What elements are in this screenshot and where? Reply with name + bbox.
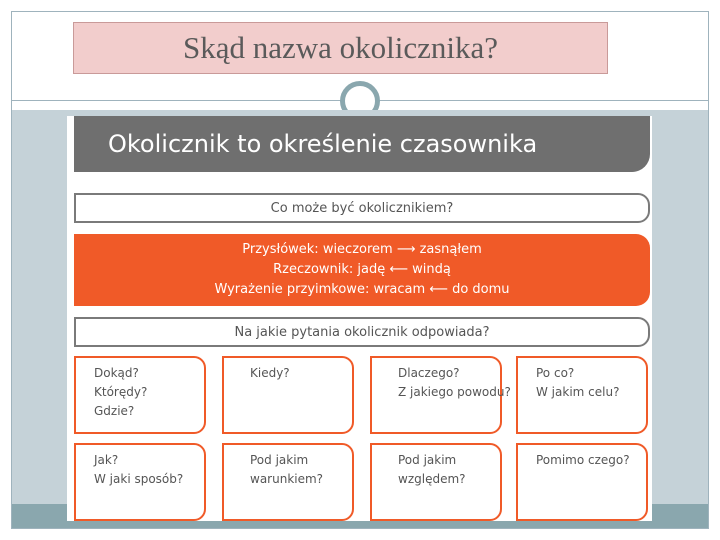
- example-adverb: Przysłówek: wieczorem ⟶ zasnąłem: [242, 242, 482, 257]
- card-condition: [222, 443, 354, 521]
- slide-title: Skąd nazwa okolicznika?: [182, 30, 499, 65]
- card-respect: [370, 443, 502, 521]
- card-line: Dlaczego?: [398, 366, 460, 380]
- infographic-header-text: Okolicznik to określenie czasownika: [108, 130, 538, 158]
- card-line: Gdzie?: [94, 404, 135, 418]
- card-line: Jak?: [94, 453, 119, 467]
- card-line: Dokąd?: [94, 366, 139, 380]
- card-line: W jaki sposób?: [94, 472, 184, 486]
- card-purpose: [516, 356, 648, 434]
- card-cause: [370, 356, 511, 434]
- card-concession: [516, 443, 648, 521]
- card-line: W jakim celu?: [536, 385, 620, 399]
- card-line: Pomimo czego?: [536, 453, 630, 467]
- question-which-questions: Na jakie pytania okolicznik odpowiada?: [74, 317, 650, 347]
- card-line: Z jakiego powodu?: [398, 385, 511, 399]
- infographic-header: [74, 116, 650, 172]
- example-prepositional-phrase: Wyrażenie przyimkowe: wracam ⟵ do domu: [214, 282, 510, 297]
- title-box: [73, 22, 608, 74]
- example-noun: Rzeczownik: jadę ⟵ windą: [273, 262, 451, 277]
- card-line: Którędy?: [94, 385, 148, 399]
- card-line: względem?: [398, 472, 466, 486]
- card-line: Pod jakim: [398, 453, 457, 467]
- question-what-can-be: Co może być okolicznikiem?: [74, 193, 650, 223]
- card-line: Kiedy?: [250, 366, 290, 380]
- examples-block: [74, 234, 650, 306]
- card-line: warunkiem?: [250, 472, 324, 486]
- card-time: [222, 356, 354, 434]
- card-manner: [74, 443, 206, 521]
- card-place: [74, 356, 206, 434]
- infographic-image: [67, 116, 652, 521]
- card-line: Po co?: [536, 366, 575, 380]
- card-line: Pod jakim: [250, 453, 309, 467]
